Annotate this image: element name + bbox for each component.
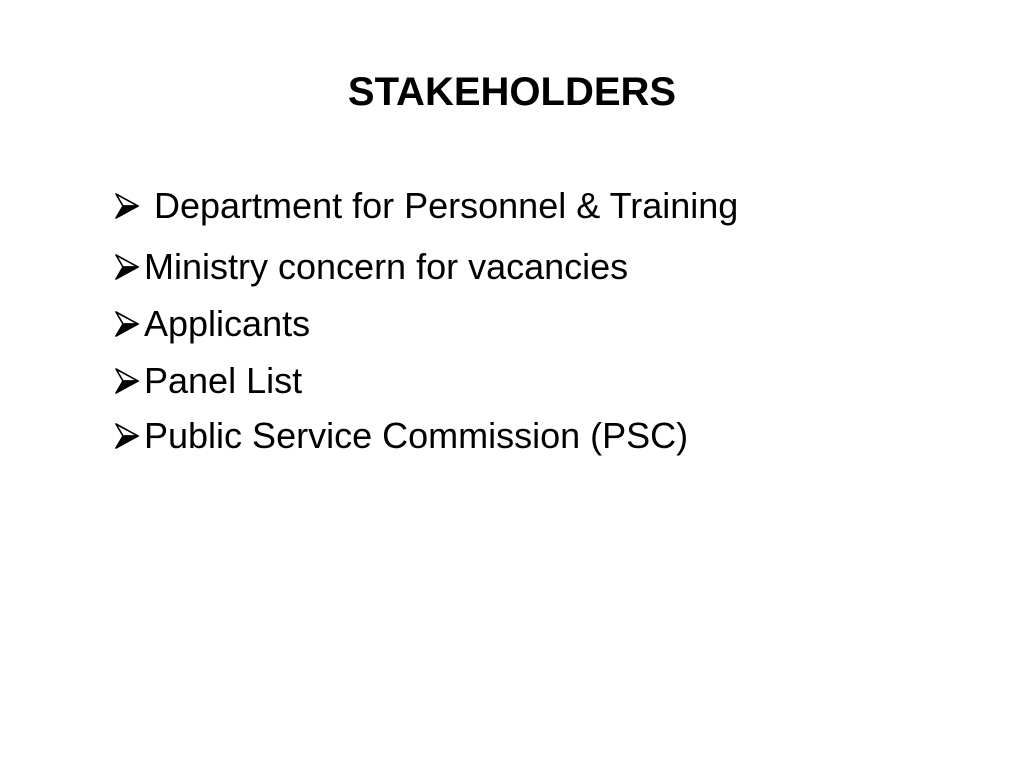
bullet-item-panel-list [114,359,302,403]
arrowhead-bullet-icon [114,191,140,221]
bullet-text: Applicants [144,303,311,344]
bullet-item-psc [114,414,688,458]
slide-title: STAKEHOLDERS [347,70,677,114]
bullet-text: Department for Personnel & Training [154,185,739,226]
bullet-text: Panel List [144,360,303,401]
bullet-item-ministry [114,245,628,289]
bullet-text: Public Service Commission (PSC) [144,415,689,456]
arrowhead-bullet-icon [114,366,140,396]
arrowhead-bullet-icon [114,421,140,451]
bullet-item-department [114,184,738,228]
bullet-item-applicants [114,302,310,346]
arrowhead-bullet-icon [114,252,140,282]
arrowhead-bullet-icon [114,309,140,339]
bullet-text: Ministry concern for vacancies [144,246,629,287]
